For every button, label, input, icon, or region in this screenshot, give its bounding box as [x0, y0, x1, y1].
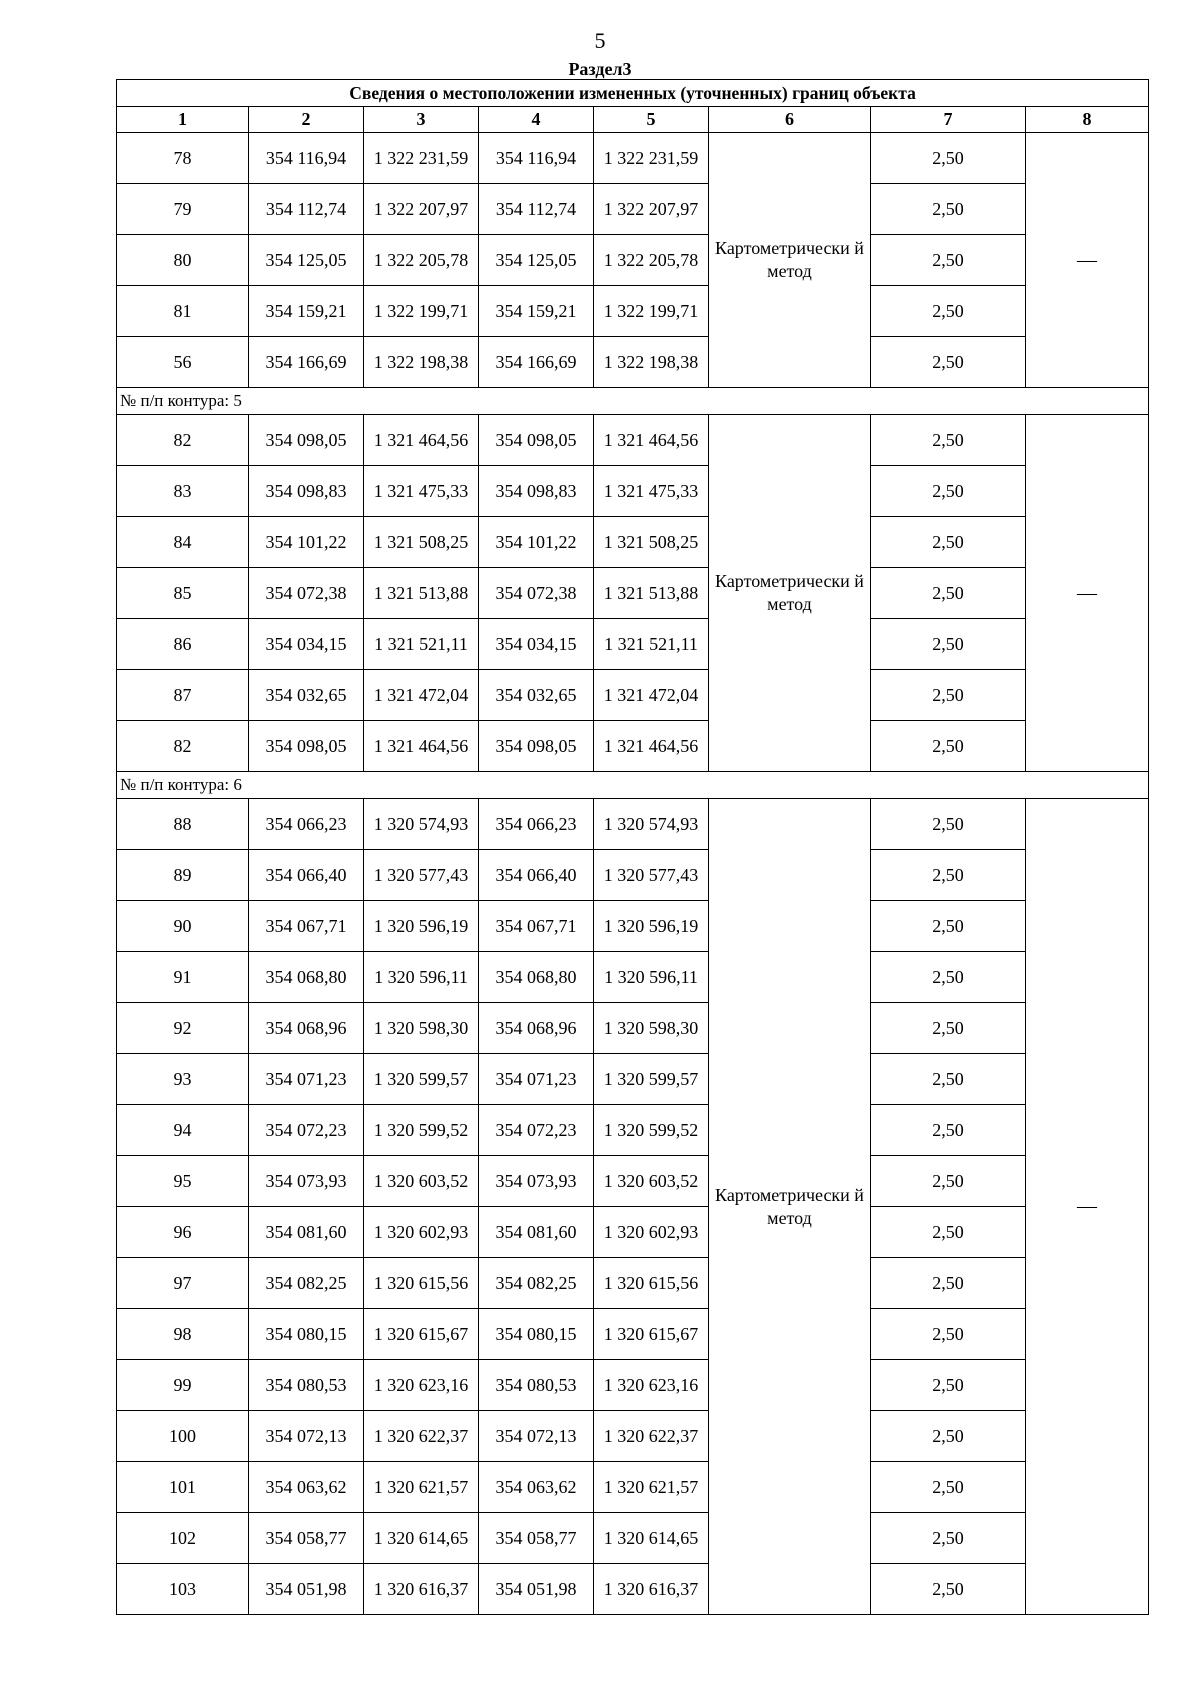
accuracy-cell: 2,50 — [871, 286, 1026, 337]
accuracy-cell: 2,50 — [871, 1411, 1026, 1462]
accuracy-cell: 2,50 — [871, 1513, 1026, 1564]
y-existing-cell: 1 322 231,59 — [364, 133, 479, 184]
table-row — [117, 1054, 1149, 1105]
accuracy-cell: 2,50 — [871, 1105, 1026, 1156]
y-existing-cell: 1 321 464,56 — [364, 721, 479, 772]
point-number-cell: 93 — [117, 1054, 249, 1105]
y-existing-cell: 1 321 513,88 — [364, 568, 479, 619]
y-existing-cell: 1 320 602,93 — [364, 1207, 479, 1258]
y-existing-cell: 1 320 616,37 — [364, 1564, 479, 1615]
x-new-cell: 354 098,05 — [479, 415, 594, 466]
column-number: 7 — [871, 107, 1026, 133]
x-existing-cell: 354 101,22 — [249, 517, 364, 568]
y-new-cell: 1 320 596,11 — [594, 952, 709, 1003]
table-row — [117, 901, 1149, 952]
accuracy-cell: 2,50 — [871, 1462, 1026, 1513]
accuracy-cell: 2,50 — [871, 670, 1026, 721]
x-existing-cell: 354 080,53 — [249, 1360, 364, 1411]
x-existing-cell: 354 082,25 — [249, 1258, 364, 1309]
y-existing-cell: 1 320 623,16 — [364, 1360, 479, 1411]
point-number-cell: 97 — [117, 1258, 249, 1309]
y-existing-cell: 1 320 615,56 — [364, 1258, 479, 1309]
contour-header-row — [117, 388, 1149, 415]
y-existing-cell: 1 320 577,43 — [364, 850, 479, 901]
y-existing-cell: 1 320 603,52 — [364, 1156, 479, 1207]
table-row — [117, 235, 1149, 286]
table-title-row — [117, 80, 1149, 107]
y-new-cell: 1 321 464,56 — [594, 415, 709, 466]
table-row — [117, 799, 1149, 850]
x-new-cell: 354 080,53 — [479, 1360, 594, 1411]
y-new-cell: 1 321 508,25 — [594, 517, 709, 568]
x-new-cell: 354 034,15 — [479, 619, 594, 670]
contour-header-row — [117, 772, 1149, 799]
y-existing-cell: 1 322 205,78 — [364, 235, 479, 286]
point-number-cell: 99 — [117, 1360, 249, 1411]
point-number-cell: 92 — [117, 1003, 249, 1054]
contour-label: № п/п контура: — [120, 391, 230, 410]
y-new-cell: 1 322 231,59 — [594, 133, 709, 184]
x-new-cell: 354 073,93 — [479, 1156, 594, 1207]
y-new-cell: 1 321 513,88 — [594, 568, 709, 619]
x-new-cell: 354 051,98 — [479, 1564, 594, 1615]
x-new-cell: 354 068,80 — [479, 952, 594, 1003]
accuracy-cell: 2,50 — [871, 568, 1026, 619]
y-new-cell: 1 322 205,78 — [594, 235, 709, 286]
y-new-cell: 1 320 622,37 — [594, 1411, 709, 1462]
x-new-cell: 354 159,21 — [479, 286, 594, 337]
x-existing-cell: 354 066,23 — [249, 799, 364, 850]
table-row — [117, 1207, 1149, 1258]
x-new-cell: 354 101,22 — [479, 517, 594, 568]
y-existing-cell: 1 320 596,19 — [364, 901, 479, 952]
point-number-cell: 86 — [117, 619, 249, 670]
point-number-cell: 79 — [117, 184, 249, 235]
point-number-cell: 100 — [117, 1411, 249, 1462]
x-existing-cell: 354 081,60 — [249, 1207, 364, 1258]
x-existing-cell: 354 098,05 — [249, 721, 364, 772]
table-row — [117, 1462, 1149, 1513]
x-existing-cell: 354 034,15 — [249, 619, 364, 670]
y-existing-cell: 1 321 472,04 — [364, 670, 479, 721]
x-new-cell: 354 058,77 — [479, 1513, 594, 1564]
y-new-cell: 1 320 623,16 — [594, 1360, 709, 1411]
x-new-cell: 354 072,38 — [479, 568, 594, 619]
point-number-cell: 78 — [117, 133, 249, 184]
y-new-cell: 1 320 577,43 — [594, 850, 709, 901]
point-number-cell: 102 — [117, 1513, 249, 1564]
table-row — [117, 721, 1149, 772]
point-number-cell: 95 — [117, 1156, 249, 1207]
y-new-cell: 1 321 464,56 — [594, 721, 709, 772]
y-new-cell: 1 320 621,57 — [594, 1462, 709, 1513]
x-new-cell: 354 032,65 — [479, 670, 594, 721]
table-row — [117, 1156, 1149, 1207]
table-row — [117, 1564, 1149, 1615]
x-existing-cell: 354 072,23 — [249, 1105, 364, 1156]
point-number-cell: 90 — [117, 901, 249, 952]
y-existing-cell: 1 322 199,71 — [364, 286, 479, 337]
table-row — [117, 133, 1149, 184]
accuracy-cell: 2,50 — [871, 1360, 1026, 1411]
point-number-cell: 84 — [117, 517, 249, 568]
point-number-cell: 82 — [117, 721, 249, 772]
point-number-cell: 88 — [117, 799, 249, 850]
page-number: 5 — [594, 28, 606, 53]
x-existing-cell: 354 159,21 — [249, 286, 364, 337]
table-row — [117, 1513, 1149, 1564]
y-existing-cell: 1 321 475,33 — [364, 466, 479, 517]
x-new-cell: 354 068,96 — [479, 1003, 594, 1054]
x-existing-cell: 354 068,80 — [249, 952, 364, 1003]
x-new-cell: 354 082,25 — [479, 1258, 594, 1309]
accuracy-cell: 2,50 — [871, 517, 1026, 568]
accuracy-cell: 2,50 — [871, 619, 1026, 670]
x-existing-cell: 354 072,13 — [249, 1411, 364, 1462]
x-existing-cell: 354 125,05 — [249, 235, 364, 286]
y-new-cell: 1 320 599,52 — [594, 1105, 709, 1156]
accuracy-cell: 2,50 — [871, 415, 1026, 466]
x-existing-cell: 354 112,74 — [249, 184, 364, 235]
y-existing-cell: 1 320 622,37 — [364, 1411, 479, 1462]
accuracy-cell: 2,50 — [871, 721, 1026, 772]
point-number-cell: 83 — [117, 466, 249, 517]
x-new-cell: 354 080,15 — [479, 1309, 594, 1360]
table-row — [117, 619, 1149, 670]
y-existing-cell: 1 320 615,67 — [364, 1309, 479, 1360]
y-new-cell: 1 320 602,93 — [594, 1207, 709, 1258]
column-number: 8 — [1026, 107, 1149, 133]
column-number: 1 — [117, 107, 249, 133]
y-new-cell: 1 320 603,52 — [594, 1156, 709, 1207]
x-new-cell: 354 098,83 — [479, 466, 594, 517]
column-number: 4 — [479, 107, 594, 133]
table-row — [117, 850, 1149, 901]
accuracy-cell: 2,50 — [871, 952, 1026, 1003]
y-existing-cell: 1 320 598,30 — [364, 1003, 479, 1054]
table-row — [117, 517, 1149, 568]
accuracy-cell: 2,50 — [871, 1054, 1026, 1105]
accuracy-cell: 2,50 — [871, 184, 1026, 235]
y-existing-cell: 1 320 574,93 — [364, 799, 479, 850]
y-new-cell: 1 321 472,04 — [594, 670, 709, 721]
table-row — [117, 184, 1149, 235]
x-new-cell: 354 066,23 — [479, 799, 594, 850]
boundary-coordinates-table — [116, 79, 1149, 1615]
point-number-cell: 98 — [117, 1309, 249, 1360]
y-new-cell: 1 320 599,57 — [594, 1054, 709, 1105]
column-number: 6 — [709, 107, 871, 133]
table-body — [117, 80, 1149, 1615]
accuracy-cell: 2,50 — [871, 799, 1026, 850]
y-existing-cell: 1 320 614,65 — [364, 1513, 479, 1564]
accuracy-cell: 2,50 — [871, 1207, 1026, 1258]
column-number: 5 — [594, 107, 709, 133]
y-new-cell: 1 320 598,30 — [594, 1003, 709, 1054]
point-number-cell: 96 — [117, 1207, 249, 1258]
y-new-cell: 1 321 475,33 — [594, 466, 709, 517]
x-new-cell: 354 072,23 — [479, 1105, 594, 1156]
y-new-cell: 1 320 615,67 — [594, 1309, 709, 1360]
contour-label: № п/п контура: — [120, 775, 230, 794]
accuracy-cell: 2,50 — [871, 1258, 1026, 1309]
accuracy-cell: 2,50 — [871, 1156, 1026, 1207]
contour-header — [117, 388, 1149, 415]
x-new-cell: 354 112,74 — [479, 184, 594, 235]
point-number-cell: 80 — [117, 235, 249, 286]
method-cell: Картометрически й метод — [709, 799, 871, 1615]
x-existing-cell: 354 080,15 — [249, 1309, 364, 1360]
y-existing-cell: 1 322 207,97 — [364, 184, 479, 235]
y-existing-cell: 1 320 599,52 — [364, 1105, 479, 1156]
y-new-cell: 1 322 207,97 — [594, 184, 709, 235]
x-existing-cell: 354 073,93 — [249, 1156, 364, 1207]
y-existing-cell: 1 321 464,56 — [364, 415, 479, 466]
table-row — [117, 1105, 1149, 1156]
accuracy-cell: 2,50 — [871, 1564, 1026, 1615]
accuracy-cell: 2,50 — [871, 337, 1026, 388]
x-existing-cell: 354 066,40 — [249, 850, 364, 901]
table-row — [117, 1411, 1149, 1462]
y-new-cell: 1 320 596,19 — [594, 901, 709, 952]
method-cell: Картометрически й метод — [709, 133, 871, 388]
y-new-cell: 1 322 198,38 — [594, 337, 709, 388]
y-new-cell: 1 320 614,65 — [594, 1513, 709, 1564]
point-number-cell: 87 — [117, 670, 249, 721]
y-existing-cell: 1 322 198,38 — [364, 337, 479, 388]
point-number-cell: 103 — [117, 1564, 249, 1615]
x-existing-cell: 354 068,96 — [249, 1003, 364, 1054]
table-row — [117, 1258, 1149, 1309]
table-row — [117, 670, 1149, 721]
accuracy-cell: 2,50 — [871, 133, 1026, 184]
accuracy-cell: 2,50 — [871, 235, 1026, 286]
table-row — [117, 415, 1149, 466]
table-row — [117, 952, 1149, 1003]
y-new-cell: 1 320 616,37 — [594, 1564, 709, 1615]
contour-header — [117, 772, 1149, 799]
y-new-cell: 1 321 521,11 — [594, 619, 709, 670]
table-title: Сведения о местоположении измененных (уточненных) границ объекта — [117, 80, 1149, 107]
point-number-cell: 101 — [117, 1462, 249, 1513]
y-new-cell: 1 320 574,93 — [594, 799, 709, 850]
accuracy-cell: 2,50 — [871, 466, 1026, 517]
accuracy-cell: 2,50 — [871, 850, 1026, 901]
table-row — [117, 568, 1149, 619]
accuracy-cell: 2,50 — [871, 1003, 1026, 1054]
y-existing-cell: 1 320 596,11 — [364, 952, 479, 1003]
table-row — [117, 1309, 1149, 1360]
y-existing-cell: 1 320 599,57 — [364, 1054, 479, 1105]
section-title: Раздел3 — [568, 59, 632, 79]
table-row — [117, 1360, 1149, 1411]
y-existing-cell: 1 320 621,57 — [364, 1462, 479, 1513]
x-new-cell: 354 063,62 — [479, 1462, 594, 1513]
x-new-cell: 354 166,69 — [479, 337, 594, 388]
table-row — [117, 1003, 1149, 1054]
note-cell: — — [1026, 415, 1149, 772]
x-new-cell: 354 072,13 — [479, 1411, 594, 1462]
y-existing-cell: 1 321 521,11 — [364, 619, 479, 670]
point-number-cell: 56 — [117, 337, 249, 388]
point-number-cell: 85 — [117, 568, 249, 619]
contour-number: 6 — [233, 775, 242, 794]
x-existing-cell: 354 067,71 — [249, 901, 364, 952]
x-existing-cell: 354 058,77 — [249, 1513, 364, 1564]
y-existing-cell: 1 321 508,25 — [364, 517, 479, 568]
table-row — [117, 337, 1149, 388]
x-existing-cell: 354 051,98 — [249, 1564, 364, 1615]
x-new-cell: 354 098,05 — [479, 721, 594, 772]
accuracy-cell: 2,50 — [871, 1309, 1026, 1360]
point-number-cell: 82 — [117, 415, 249, 466]
x-new-cell: 354 125,05 — [479, 235, 594, 286]
method-cell: Картометрически й метод — [709, 415, 871, 772]
x-existing-cell: 354 032,65 — [249, 670, 364, 721]
x-new-cell: 354 067,71 — [479, 901, 594, 952]
x-existing-cell: 354 098,05 — [249, 415, 364, 466]
x-new-cell: 354 081,60 — [479, 1207, 594, 1258]
x-existing-cell: 354 098,83 — [249, 466, 364, 517]
column-number-row — [117, 107, 1149, 133]
point-number-cell: 91 — [117, 952, 249, 1003]
note-cell: — — [1026, 133, 1149, 388]
note-cell: — — [1026, 799, 1149, 1615]
column-number: 2 — [249, 107, 364, 133]
accuracy-cell: 2,50 — [871, 901, 1026, 952]
x-existing-cell: 354 071,23 — [249, 1054, 364, 1105]
y-new-cell: 1 320 615,56 — [594, 1258, 709, 1309]
x-new-cell: 354 066,40 — [479, 850, 594, 901]
x-existing-cell: 354 063,62 — [249, 1462, 364, 1513]
x-existing-cell: 354 116,94 — [249, 133, 364, 184]
point-number-cell: 89 — [117, 850, 249, 901]
table-row — [117, 466, 1149, 517]
x-existing-cell: 354 166,69 — [249, 337, 364, 388]
x-new-cell: 354 071,23 — [479, 1054, 594, 1105]
x-existing-cell: 354 072,38 — [249, 568, 364, 619]
table-row — [117, 286, 1149, 337]
x-new-cell: 354 116,94 — [479, 133, 594, 184]
column-number: 3 — [364, 107, 479, 133]
y-new-cell: 1 322 199,71 — [594, 286, 709, 337]
point-number-cell: 94 — [117, 1105, 249, 1156]
point-number-cell: 81 — [117, 286, 249, 337]
contour-number: 5 — [233, 391, 242, 410]
